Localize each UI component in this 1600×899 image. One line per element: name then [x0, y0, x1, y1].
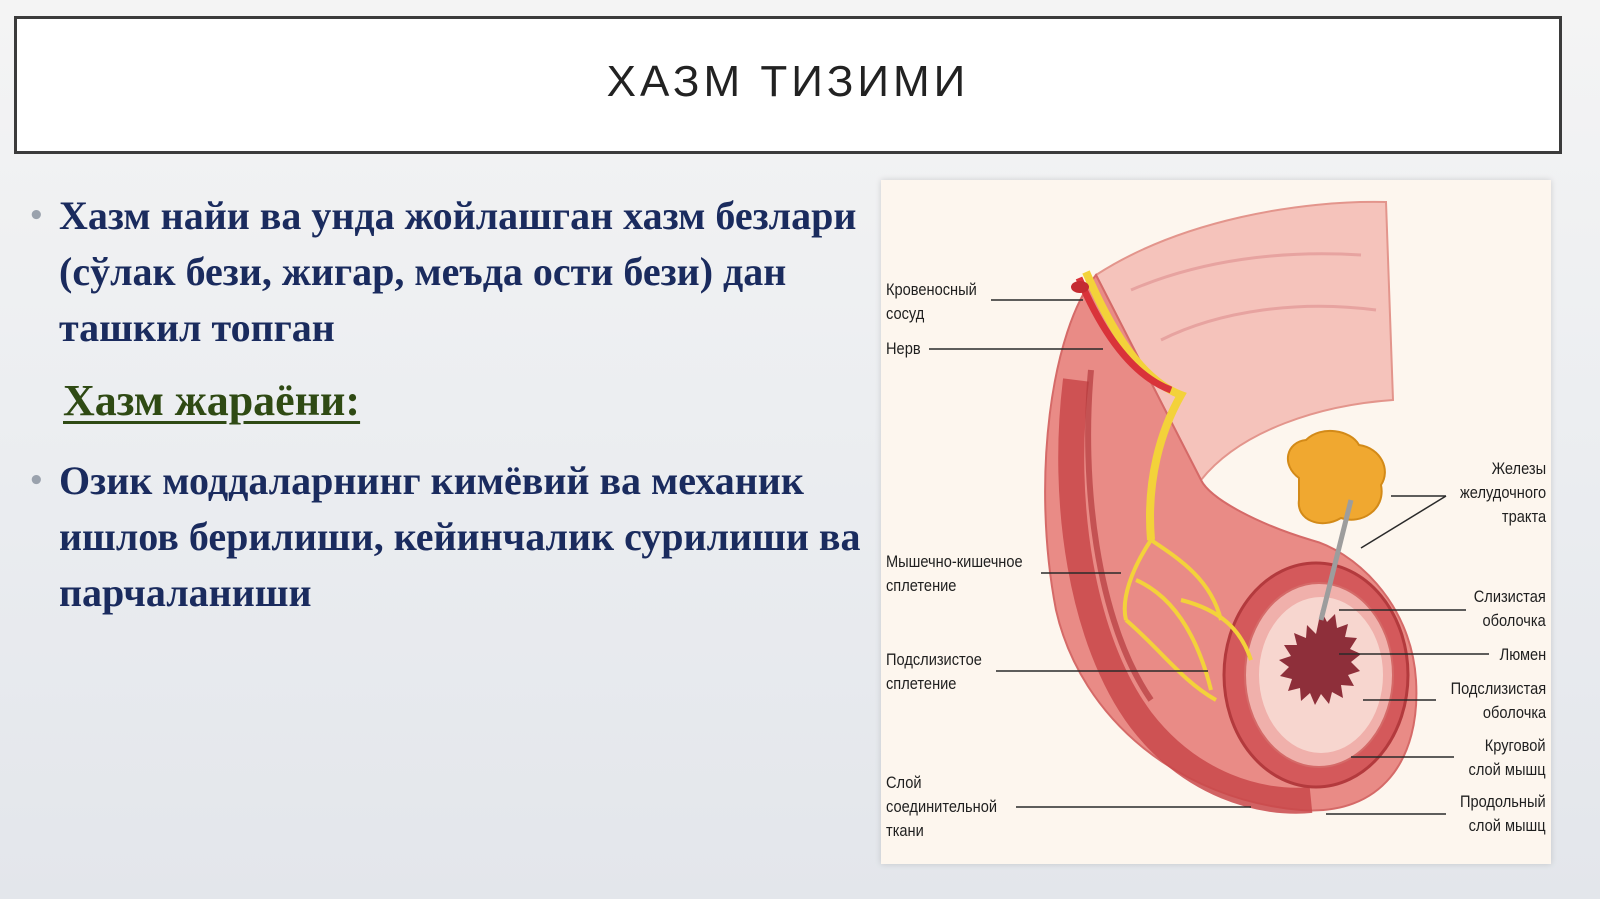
- gut-wall-illustration: [881, 180, 1551, 864]
- label-myenteric-plexus: Мышечно-кишечное сплетение: [886, 552, 1023, 595]
- section-subheading: Хазм жараёни:: [63, 376, 361, 425]
- label-glands: Железы желудочного тракта: [1459, 459, 1546, 526]
- label-submucosal-plexus: Подслизистое сплетение: [886, 650, 982, 693]
- bullet-dot-icon: •: [28, 201, 45, 231]
- label-mucosa: Слизистая оболочка: [1473, 587, 1546, 630]
- bullet-text-2: Озик моддаларнинг кимёвий ва механик ишлов берилиши, кейинчалик сурилиши ва парчаланиши: [59, 458, 861, 615]
- label-circular-muscle: Круговой слой мышц: [1468, 736, 1546, 779]
- bullet-dot-icon: •: [28, 466, 45, 496]
- bullet-item-2: [28, 453, 878, 621]
- bullet-text-1: Хазм найи ва унда жойлашган хазм безлари (сўлак бези, жигар, меъда ости бези) дан ташкил топган: [59, 193, 857, 350]
- label-nerve: Нерв: [886, 339, 921, 358]
- title-box: [14, 16, 1562, 154]
- label-lumen: Люмен: [1499, 645, 1546, 664]
- label-submucosa: Подслизистая оболочка: [1450, 679, 1546, 722]
- label-blood-vessel: Кровеносный сосуд: [886, 280, 977, 323]
- intestine-cross-section-drawing: [881, 180, 1551, 864]
- bullet-item-1: [28, 188, 878, 356]
- label-longitudinal-muscle: Продольный слой мышц: [1460, 792, 1546, 835]
- slide-title: ХАЗМ ТИЗИМИ: [606, 57, 970, 106]
- label-connective-tissue: Слой соединительной ткани: [886, 773, 998, 840]
